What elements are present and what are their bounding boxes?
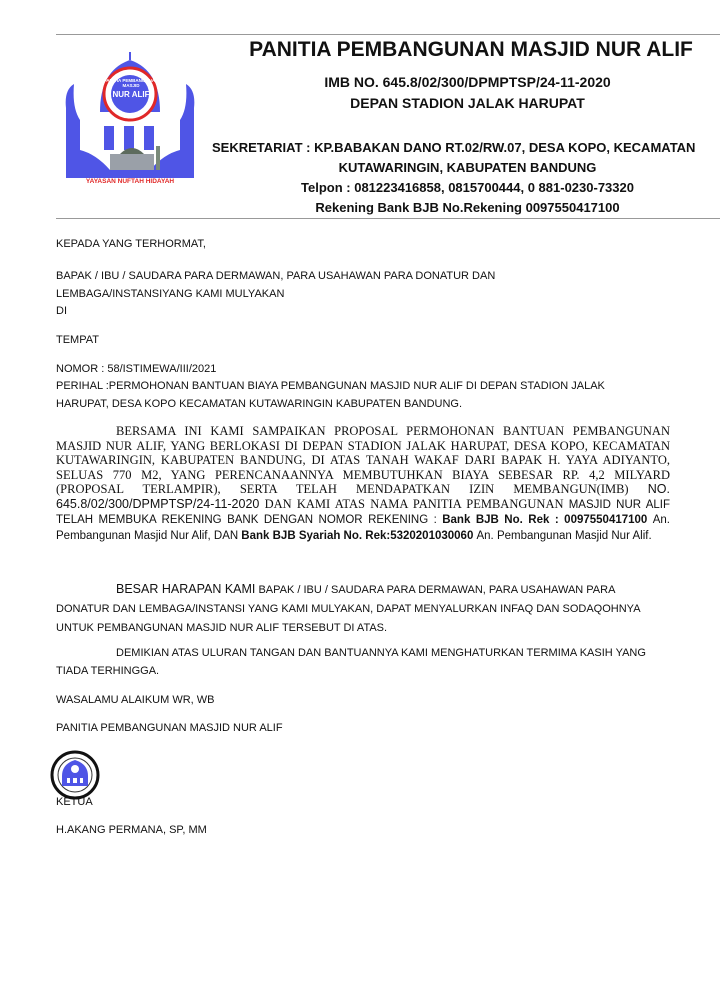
closing-greeting: WASALAMU ALAIKUM WR, WB: [56, 694, 215, 706]
body-p1-imb: NO. 645.8/02/300/DPMPTSP/24-11-2020: [56, 482, 671, 511]
body-p3-text: DEMIKIAN ATAS ULURAN TANGAN DAN BANTUANNYA KAMI MENGHATURKAN TERMIMA KASIH YANG TIADA TERHINGGA.: [56, 647, 646, 677]
org-title: PANITIA PEMBANGUNAN MASJID NUR ALIF: [249, 38, 693, 61]
di-label: DI: [56, 305, 67, 317]
header-top-rule: [56, 34, 720, 35]
district-line: KUTAWARINGIN, KABUPATEN BANDUNG: [338, 160, 597, 175]
subject-line-2: HARUPAT, DESA KOPO KECAMATAN KUTAWARINGIN KABUPATEN BANDUNG.: [56, 398, 463, 410]
bjb-syariah-account-holder: An. Pembangunan Masjid Nur Alif.: [476, 529, 652, 542]
body-paragraph-2: [56, 580, 670, 638]
logo-center-text: NUR ALIF: [112, 90, 150, 99]
body-p2-rest: BAPAK / IBU / SAUDARA PARA DERMAWAN, PARA USAHAWAN PARA DONATUR DAN LEMBAGA/INSTANSI YANG KAMI MULYAKAN, DAPAT MENYALURKAN INFAQ DAN SODAQOHNYA UNTUK PEMBANGUNAN MASJID NUR ALIF TERSEBUT DI ATAS.: [56, 584, 640, 634]
letter-number: NOMOR : 58/ISTIMEWA/III/2021: [56, 363, 217, 375]
recipients-line-2: LEMBAGA/INSTANSIYANG KAMI MULYAKAN: [56, 288, 285, 300]
imb-number: IMB NO. 645.8/02/300/DPMPTSP/24-11-2020: [324, 74, 611, 90]
body-p1-account-intro: MASJID NUR ALIF TELAH MEMBUKA REKENING BANK DENGAN NOMOR REKENING :: [56, 498, 671, 526]
header-bottom-rule: [56, 218, 720, 219]
body-p2-lead: BESAR HARAPAN KAMI: [116, 582, 256, 596]
bjb-syariah-account-number: Bank BJB Syariah No. Rek:5320201030060: [241, 529, 474, 542]
mosque-committee-logo: [60, 50, 200, 190]
subject-line-1: PERIHAL :PERMOHONAN BANTUAN BIAYA PEMBANGUNAN MASJID NUR ALIF DI DEPAN STADION JALAK: [56, 380, 605, 392]
salutation: KEPADA YANG TERHORMAT,: [56, 238, 206, 250]
secretariat-address: SEKRETARIAT : KP.BABAKAN DANO RT.02/RW.07, DESA KOPO, KECAMATAN: [212, 140, 696, 155]
body-p1-mid: DAN KAMI ATAS NAMA PANITIA PEMBANGUNAN: [264, 496, 564, 511]
bank-account-line: Rekening Bank BJB No.Rekening 0097550417100: [315, 200, 620, 215]
tempat-label: TEMPAT: [56, 334, 99, 346]
bjb-account-number: Bank BJB No. Rek : 0097550417100: [442, 514, 648, 526]
committee-stamp: [50, 750, 100, 800]
recipients-line-1: BAPAK / IBU / SAUDARA PARA DERMAWAN, PARA USAHAWAN PARA DONATUR DAN: [56, 270, 496, 282]
body-p1-text: BERSAMA INI KAMI SAMPAIKAN PROPOSAL PERMOHONAN BANTUAN PEMBANGUNAN MASJID NUR ALIF, YANG BERLOKASI DI DEPAN STADION JALAK HARUPAT, DESA KOPO, KECAMATAN KUTAWARINGIN, KABUPATEN BANDUNG, DI ATAS TANAH WAKAF DARI BAPAK H. YAYA ADIYANTO, SELUAS 770 M2, YANG PERENCANAANNYA MEMBUTUHKAN BIAYA SEBESAR RP. 4,2 MILYARD (PROPOSAL TERLAMPIR), SERTA TELAH MENDAPATKAN IZIN MEMBANGUN(IMB): [56, 424, 670, 496]
body-paragraph-1: [56, 424, 670, 543]
bjb-account-holder: An. Pembangunan Masjid Nur Alif, DAN: [56, 514, 670, 542]
body-paragraph-3: [56, 644, 670, 680]
signatory-name: H.AKANG PERMANA, SP, MM: [56, 824, 207, 836]
logo-ring-text: PANITIA PEMBANGUNAN MASJID: [103, 78, 159, 88]
phone-line: Telpon : 081223416858, 0815700444, 0 881-0230-73320: [301, 180, 634, 195]
committee-name: PANITIA PEMBANGUNAN MASJID NUR ALIF: [56, 722, 283, 734]
logo-foundation-text: YAYASAN NUFTAH HIDAYAH: [85, 178, 175, 185]
location-line: DEPAN STADION JALAK HARUPAT: [350, 95, 585, 111]
signatory-role: KETUA: [56, 796, 93, 808]
